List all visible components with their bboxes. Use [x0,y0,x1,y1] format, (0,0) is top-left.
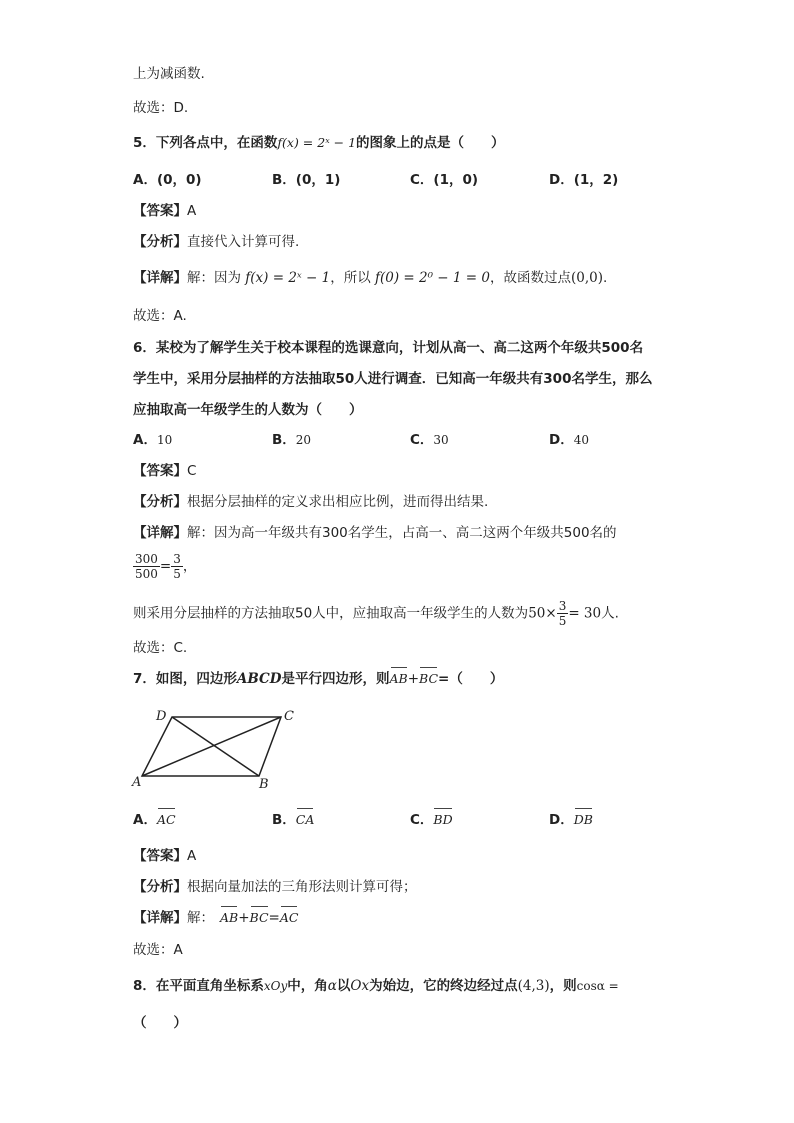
answer-label: 【答案】 [133,203,187,219]
question-text: ，则 [549,978,577,994]
analysis-line [133,232,299,252]
question-6-line1: 6．某校为了解学生关于校本课程的选课意向，计划从高一、高二这两个年级共500名 [133,340,644,356]
analysis-label: 【分析】 [133,234,187,250]
text-line: 故选：A. [133,308,187,324]
plus-sign: + [407,671,420,687]
vector: AB [390,669,408,689]
detail-label: 【详解】 [133,910,187,926]
option-label: A． [133,812,157,828]
option-label: B． [272,432,296,448]
text-line: 故选：C. [133,640,188,656]
option-a [133,810,176,830]
detail-line [133,268,607,288]
analysis-text: 直接代入计算可得. [187,234,300,250]
question-text: =（ ） [438,671,504,687]
option-d [549,810,593,830]
question-text: 5．下列各点中，在函数 [133,135,278,151]
question-text: 的图象上的点是（ ） [356,135,505,151]
question-text: 以 [336,978,351,994]
question-text: 中，角 [287,978,328,994]
vertex-label-b: B [259,777,269,792]
equals-sign: = [159,558,172,575]
answer-label: 【答案】 [133,848,187,864]
option-label: D． [549,432,574,448]
math-expr: f(x) = 2ˣ − 1 [277,135,357,150]
vector: CA [296,810,315,830]
option-c [410,810,453,830]
analysis-label: 【分析】 [133,879,187,895]
option-value: 40 [573,433,589,447]
vector: DB [574,810,593,830]
answer-value: A [187,203,197,219]
answer-line [133,461,196,481]
option-b [272,430,311,450]
math-expr: f(0) = 2⁰ − 1 = 0 [375,270,490,286]
option-label: A． [133,432,157,448]
vertex-label-c: C [284,709,294,724]
option-a: A．(0，0) [133,172,202,188]
option-label: B． [272,812,296,828]
fraction [133,552,160,581]
detail-text: 解：因为 [187,270,241,286]
question-text: 7．如图，四边形 [133,671,237,687]
vector: AB [220,908,238,928]
question-text: 为始边，它的终边经过点 [369,978,518,994]
analysis-text: 根据向量加法的三角形法则计算可得； [187,879,417,895]
option-b [272,810,314,830]
detail-text: ，故函数过点 [489,270,571,286]
math-expr: Ox [350,978,370,994]
math-expr: xOy [263,979,288,993]
option-value: 30 [433,433,449,447]
text-line: 上为减函数. [133,66,205,82]
question-6-line2: 学生中，采用分层抽样的方法抽取50人进行调查．已知高一年级共有300名学生，那么 [133,371,653,387]
option-value: 10 [156,433,173,447]
answer-value: A [187,848,197,864]
option-d: D．(1，2) [549,172,619,188]
answer-value: C [187,463,197,479]
option-d [549,430,589,450]
numerator: 3 [173,552,181,566]
question-8 [133,976,619,996]
option-b: B．(0，1) [272,172,341,188]
numerator: 300 [135,552,158,566]
detail-text: 人. [601,605,619,622]
denominator: 5 [173,567,181,581]
vector: AC [280,908,299,928]
question-7 [133,669,503,689]
question-5 [133,133,505,153]
option-c [410,430,449,450]
vector: BC [250,908,269,928]
detail-text: . [603,270,608,286]
vertex-label-d: D [156,709,167,724]
text-line: 故选：A [133,942,183,958]
option-label: D． [549,812,574,828]
question-text: 8．在平面直角坐标系 [133,978,264,994]
math-expr: α [327,978,337,994]
detail-text: 则采用分层抽样的方法抽取50人中，应抽取高一年级学生的人数为 [133,605,529,622]
detail-label: 【详解】 [133,525,187,541]
vertex-label-a: A [132,775,142,790]
answer-label: 【答案】 [133,463,187,479]
parallelogram-figure [128,706,308,796]
math-expr: (0,0) [570,270,603,286]
detail-line [133,908,298,928]
numerator: 3 [558,599,567,613]
diagonal-bd [172,717,259,776]
vector: BC [419,669,438,689]
detail-label: 【详解】 [133,270,187,286]
detail-text: 解： [187,910,214,926]
analysis-line [133,877,417,897]
math-expr: f(x) = 2ˣ − 1 [245,270,331,286]
math-expr: cosα = [576,979,619,993]
question-8-line2: （ ） [133,1015,187,1031]
question-6-line3: 应抽取高一年级学生的人数为（ ） [133,402,363,418]
math-expr: = 30 [568,605,602,622]
option-a [133,430,172,450]
math-expr: (4,3) [517,978,550,994]
vector: AC [157,810,176,830]
answer-line [133,846,196,866]
answer-line [133,201,196,221]
option-c: C．(1，0) [410,172,479,188]
text-line: 故选：D. [133,100,189,116]
detail-text: 解：因为高一年级共有300名学生，占高一、高二这两个年级共500名的 [187,525,617,541]
fraction [171,552,183,581]
math-expr: 50× [528,605,557,622]
vector: BD [433,810,452,830]
equals-sign: = [268,910,280,926]
plus-sign: + [238,910,250,926]
option-label: C． [410,812,434,828]
option-label: C． [410,432,434,448]
punctuation: ， [182,558,197,575]
question-text: 是平行四边形，则 [281,671,390,687]
math-expr: ABCD [236,671,282,687]
diagonal-ac [142,717,281,776]
detail-text: ，所以 [330,270,371,286]
calc-line [133,599,619,628]
detail-line [133,523,617,543]
analysis-text: 根据分层抽样的定义求出相应比例，进而得出结果. [187,494,489,510]
analysis-label: 【分析】 [133,494,187,510]
fraction-line [133,552,196,581]
fraction [557,599,569,628]
denominator: 500 [135,567,158,581]
denominator: 5 [558,614,567,628]
analysis-line [133,492,488,512]
option-value: 20 [295,433,312,447]
